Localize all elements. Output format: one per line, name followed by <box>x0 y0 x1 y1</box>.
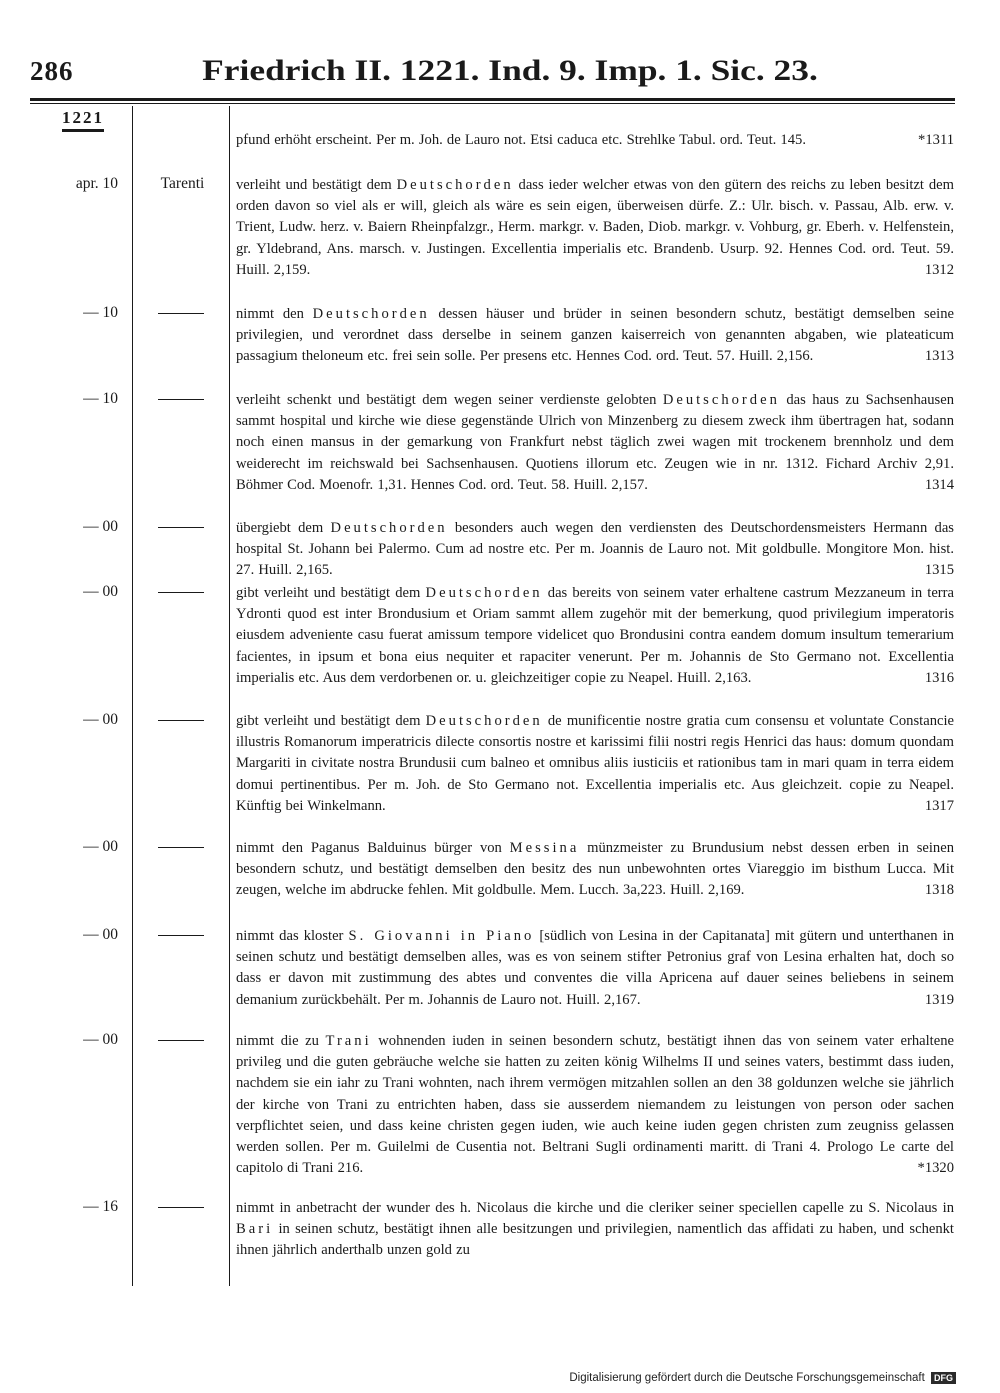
entry-body: münzmeister zu Brundusium nebst dessen erben in seinen besondern schutz, und bestätigt demselben den besitz des nun unbewohnten ortes Viareggio im bisthum Lucca. Mit zeugen, welche im abdrucke fehlen. Mit goldbulle. Mem. Lucch. 3a,223. Huill. 2,169. <box>236 840 954 899</box>
ditto-line <box>158 720 204 721</box>
entry-text <box>236 583 954 689</box>
entry-spaced-name: Deutschorden <box>330 520 448 536</box>
entry-date: apr. 10 <box>75 175 118 192</box>
entry-date: — 00 <box>83 838 118 855</box>
entry-spaced-name: Deutschorden <box>396 177 514 193</box>
entry-body-start: gibt verleiht und bestätigt dem <box>236 585 426 601</box>
entry-place: Tarenti <box>160 175 205 192</box>
entry-date: — 00 <box>83 1031 118 1048</box>
entry-body-start: nimmt das kloster <box>236 928 349 944</box>
entry-date: — 10 <box>83 390 118 407</box>
entry-body: wohnenden iuden in seinen besondern schutz, bestätigt ihnen das von seinem vater erhaltene privileg und die guten gebräuche welche sie hatten zu zeiten könig Wilhelms II und seines vaters, bestimmt dass iuden, nachdem sie ein iahr zu Trani wohnten, nach ihrem vermögen mitzahlen sollen an den 38 goldunzen welche sie jährlich der kirche von Trani zu entrichten haben, dass sie ausserdem niemandem zu leistungen von person oder sachen verpflichtet seien, und dass keine christen gegen iuden, wie auch keine iuden gegen christen zum zeugniss gelassen werden sollen. Per m. Guilelmi de Cusentia not. Beltrani Sugli ordinamenti maritt. di Trani 4. Prologo Le carte del capitolo di Trani 216. <box>236 1033 954 1177</box>
ditto-line <box>158 592 204 593</box>
entry-date: — 00 <box>83 583 118 600</box>
entry-body-start: übergiebt dem <box>236 520 331 536</box>
entry-text <box>236 518 954 582</box>
ditto-line <box>158 527 204 528</box>
entry-number: 1313 <box>924 348 954 365</box>
entry-text <box>236 175 954 281</box>
entry-spaced-name: S. Giovanni in Piano <box>348 928 535 944</box>
column-rule-place <box>229 106 230 1286</box>
column-rule-date <box>132 106 133 1286</box>
entry-body: de munificentie nostre gratia cum consensu et voluntate Constancie illustris Romanorum imperatricis dilecte consortis nostre et karissimi filii nostri regis Henrici das haus: domum quondam Margariti in civitate nostra Brundusii cum balneo et omnibus aliis iusticiis et rationibus tam in mari quam in terra eidem domui pertinentibus. Per m. Joh. de Sto Germano not. Excellentia imperialis etc. Aus gleichzeit. copie zu Neapel. Künftig bei Winkelmann. <box>236 713 954 814</box>
entry-number: 1314 <box>924 476 954 493</box>
entry-date: — 00 <box>83 518 118 535</box>
footer-credit <box>569 1372 956 1384</box>
entry-spaced-name: Deutschorden <box>662 392 780 408</box>
running-head: Friedrich II. 1221. Ind. 9. Imp. 1. Sic. 23. <box>202 54 818 87</box>
entry-body: [südlich von Lesina in der Capitanata] mit gütern und unterthanen in seinen schutz und bestätigt demselben alles, was es von seinem stifter Petronius graf von Lesina erhalten hat, doch so dass er davon mit zustimmung des abtes und conventes die villa Apricena auf dauer seines beliebens in seinem demanium zurückbehält. Per m. Johannis de Lauro not. Huill. 2,167. <box>236 928 954 1008</box>
entry-number: 1316 <box>924 669 954 686</box>
entry-body: das haus zu Sachsenhausen sammt hospital und kirche wie diese gegenstände Ulrich von Minzenberg zu diesem zweck ihm übertragen hat, sodann noch einen mansus in der gemarkung von Frankfurt nebst täglich zwei wagen mit trockenem brennholz und dem weiderecht im reichswald bei Sachsenhausen. Quotiens illorum etc. Zeugen wie in nr. 1312. Fichard Archiv 2,91. Böhmer Cod. Moenofr. 1,31. Hennes Cod. ord. Teut. 58. Huill. 2,157. <box>236 392 954 493</box>
entry-body-start: verleiht schenkt und bestätigt dem wegen seiner verdienste gelobten <box>236 392 663 408</box>
entry-text <box>236 390 954 496</box>
ditto-line <box>158 1040 204 1041</box>
ditto-line <box>158 399 204 400</box>
entry-body-start: nimmt die zu <box>236 1033 326 1049</box>
ditto-line <box>158 847 204 848</box>
entry-date: — 16 <box>83 1198 118 1215</box>
entry-body-start: nimmt in anbetracht der wunder des h. Nicolaus die kirche und die cleriker seiner speciellen capelle zu S. Nicolaus in <box>236 1200 954 1216</box>
page-number: 286 <box>30 56 74 86</box>
entry-body: dass ieder welcher etwas von den gütern des reichs zu leben besitzt dem orden davon so viel als er will, gleich als wäre es sein eigen, überweisen dürfe. Z.: Ulr. bisch. v. Passau, Alb. erw. v. Trient, Ludw. herz. v. Baiern Rheinpfalzgr., Herm. markgr. v. Baden, Diob. markgr. v. Vohburg, gr. Eberh. v. Helfenstein, gr. Yldebrand, Ans. marsch. v. Justingen. Excellentia imperialis etc. Brandenb. Usurp. 92. Hennes Cod. ord. Teut. 59. Huill. 2,159. <box>236 177 954 278</box>
entry-text <box>236 926 954 1011</box>
entry-number: 1312 <box>924 261 954 278</box>
entry-number: *1320 <box>917 1160 954 1177</box>
entry-body-start: verleiht und bestätigt dem <box>236 177 397 193</box>
dfg-logo: DFG <box>931 1372 956 1384</box>
entry-body-start: gibt verleiht und bestätigt dem <box>236 713 426 729</box>
entry-spaced-name: Deutschorden <box>425 585 543 601</box>
entry-body: besonders auch wegen den verdiensten des Deutschordensmeisters Hermann das hospital St. Johann bei Palermo. Cum ad nostre etc. Per m. Joannis de Lauro not. Mit goldbulle. Mongitore Mon. hist. 27. Huill. 2,165. <box>236 520 954 579</box>
entry-number: 1319 <box>924 991 954 1008</box>
entry-text <box>236 1198 954 1262</box>
entry-body-start: nimmt den <box>236 306 313 322</box>
entry-body: pfund erhöht erscheint. Per m. Joh. de Lauro not. Etsi caduca etc. Strehlke Tabul. ord. Teut. 145. <box>236 132 806 148</box>
entry-spaced-name: Bari <box>236 1221 274 1238</box>
entry-body-start: nimmt den Paganus Balduinus bürger von <box>236 840 510 856</box>
ditto-line <box>158 935 204 936</box>
entry-text <box>236 304 954 368</box>
entry-body: dessen häuser und brüder in seinen besondern schutz, bestätigt demselben seine privilegien, und verordnet dass derselbe in seinem ganzen kaiserreich von genannten abgaben, wie plateaticum passagium theloneum etc. frei sein solle. Per presens etc. Hennes Cod. ord. Teut. 57. Huill. 2,156. <box>236 306 954 365</box>
header-rule-thin <box>30 103 955 104</box>
entry-date: — 00 <box>83 711 118 728</box>
ditto-line <box>158 1207 204 1208</box>
entry-number: 1318 <box>924 882 954 899</box>
ditto-line <box>158 313 204 314</box>
entry-date: — 00 <box>83 926 118 943</box>
entry-text <box>236 838 954 902</box>
entry-body: das bereits von seinem vater erhaltene castrum Mezzaneum in terra Ydronti quod est inter Brondusium et Oriam sammt allem zugehör mit der bemerkung, quod privilegium imperatoris eiusdem adveniente casu fuerat amissum tempore videlicet quo Brondusini contra eandem domum insultum temerarium facientes, in ipsum et bona eius nequiter et rapaciter venerunt. Per m. Johannis de Sto Germano not. Excellentia imperialis etc. Aus dem verdorbenen or. u. gleichzeitiger copie zu Neapel. Huill. 2,163. <box>236 585 955 686</box>
entry-number: 1315 <box>924 562 954 579</box>
entry-number: *1311 <box>918 132 954 148</box>
year-heading: 1221 <box>62 108 104 132</box>
entry-spaced-name: Deutschorden <box>312 306 430 322</box>
entry-text <box>236 130 954 151</box>
entry-text <box>236 711 954 817</box>
entry-spaced-name: Messina <box>509 840 580 856</box>
entry-body: in seinen schutz, bestätigt ihnen alle besitzungen und privilegien, namentlich das affidati zu haben, und schenkt ihnen jährlich anderthalb unzen gold zu <box>236 1221 954 1259</box>
entry-text <box>236 1031 954 1179</box>
header-rule <box>30 98 955 101</box>
entry-spaced-name: Trani <box>325 1033 372 1049</box>
entry-spaced-name: Deutschorden <box>425 713 543 729</box>
entry-date: — 10 <box>83 304 118 321</box>
footer-text: Digitalisierung gefördert durch die Deutsche Forschungsgemeinschaft <box>569 1372 925 1384</box>
entry-number: 1317 <box>924 797 954 814</box>
